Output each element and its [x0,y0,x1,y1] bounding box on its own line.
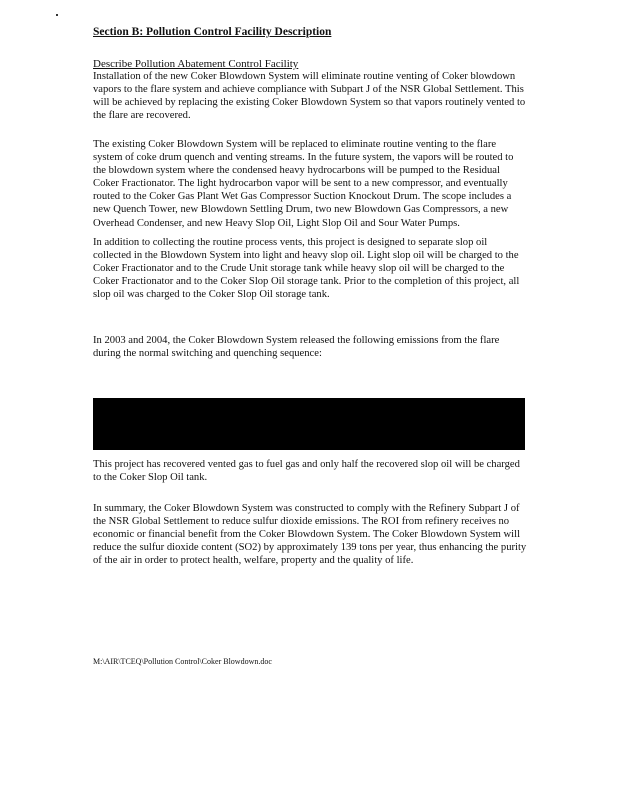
paragraph-existing-system: The existing Coker Blowdown System will be replaced to eliminate routine venting to the flare system of coke drum quench and venting streams. In the future system, the vapors will be routed to the blowdown system where the condensed heavy hydrocarbons will be pumped to the Residual Coker Fractionator. The light hydrocarbon vapor will be sent to a new compressor, and eventually routed to the Coker Gas Plant Wet Gas Compressor Suction Knockout Drum. The scope includes a new Quench Tower, new Blowdown Settling Drum, two new Blowdown Gas Compressors, a new Overhead Condenser, and new Heavy Slop Oil, Light Slop Oil and Sour Water Pumps. [93,139,514,229]
section-heading: Section B: Pollution Control Facility Description [93,26,332,38]
redacted-block [93,398,525,450]
paragraph-emissions-intro: In 2003 and 2004, the Coker Blowdown System released the following emissions from the flare during the normal switching and quenching sequence: [93,335,500,360]
paragraph-slop-oil: In addition to collecting the routine process vents, this project is designed to separate slop oil collected in the Blowdown System into light and heavy slop oil. Light slop oil will be charged to the Coker Fractionator and to the Crude Unit storage tank while heavy slop oil will be charged to the Coker Fractionator and to the Coker Slop Oil storage tank. Prior to the completion of this project, all slop oil was charged to the Coker Slop Oil storage tank. [93,237,520,301]
paragraph-installation: Installation of the new Coker Blowdown System will eliminate routine venting of Coker blowdown vapors to the flare system and achieve compliance with Subpart J of the NSR Global Settlement. This will be achieved by replacing the existing Coker Blowdown System so that vapors routinely vented to the flare are recovered. [93,71,526,122]
file-path-footer: M:\AIR\TCEQ\Pollution Control\Coker Blowdown.doc [93,657,272,666]
subheading: Describe Pollution Abatement Control Facility [93,58,299,70]
paragraph-recovered-gas: This project has recovered vented gas to fuel gas and only half the recovered slop oil will be charged to the Coker Slop Oil tank. [93,459,520,484]
paragraph-summary: In summary, the Coker Blowdown System was constructed to comply with the Refinery Subpart J of the NSR Global Settlement to reduce sulfur dioxide emissions. The ROI from refinery receives no economic or financial benefit from the Coker Blowdown System. The Coker Blowdown System will reduce the sulfur dioxide content (SO2) by approximately 139 tons per year, thus enhancing the purity of the air in order to protect health, welfare, property and the quality of life. [93,503,527,567]
scan-speck [56,14,58,16]
